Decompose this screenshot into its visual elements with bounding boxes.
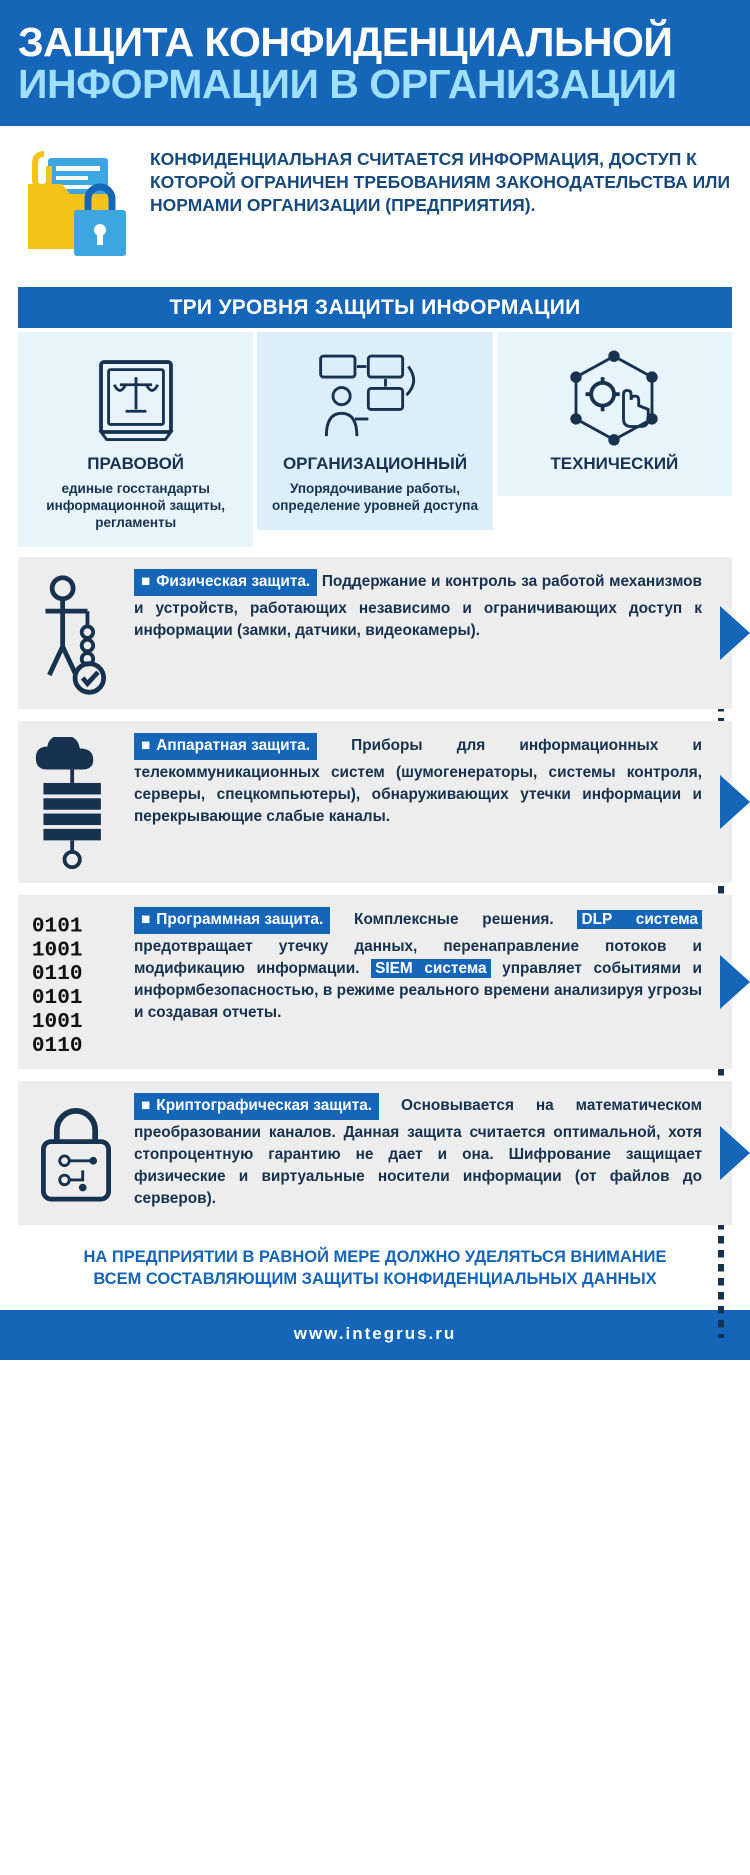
svg-text:1001: 1001: [31, 1010, 83, 1035]
measure-headline: ■ Аппаратная защита.: [134, 733, 317, 760]
measure-body: [134, 907, 702, 1023]
levels-row: [18, 332, 732, 548]
svg-text:0110: 0110: [31, 962, 83, 987]
arrow-marker: [720, 775, 750, 829]
levels-bar-title: ТРИ УРОВНЯ ЗАЩИТЫ ИНФОРМАЦИИ: [18, 287, 732, 328]
law-book-scales-icon: [26, 346, 245, 450]
svg-text:0101: 0101: [31, 986, 83, 1011]
server-cloud-icon: [28, 733, 124, 871]
arrow-marker: [720, 1126, 750, 1180]
measure-body: [134, 733, 702, 828]
padlock-circuit-icon: [28, 1093, 124, 1213]
network-gear-hand-icon: [505, 346, 724, 450]
level-card-legal[interactable]: [18, 332, 253, 548]
level-desc: Упорядочивание работы, определение уровней доступа: [272, 480, 478, 513]
measure-headline: ■ Криптографическая защита.: [134, 1093, 379, 1120]
measure-body: [134, 1093, 702, 1209]
closing-statement: [18, 1237, 732, 1304]
level-card-technical[interactable]: [497, 332, 732, 496]
header-banner: [0, 0, 750, 126]
measure-text: Поддержание и контроль за работой механизмов и устройств, работающих независимо и ограничивающих доступ к информации (замки, датчики, видеокамеры).: [134, 573, 702, 640]
level-title: ОРГАНИЗАЦИОННЫЙ: [282, 453, 468, 473]
level-desc: единые госстандарты информационной защиты, регламенты: [46, 480, 226, 531]
measures-list: [0, 547, 750, 1225]
measure-text: Приборы для информационных и телекоммуникационных систем (шумогенераторы, системы контроля, серверы, спецкомпьютеры), обнаруживающих утечки информации и перекрывающие слабые каналы.: [134, 737, 702, 826]
folder-lock-icon: [18, 144, 136, 269]
measure-block-physical[interactable]: [18, 557, 732, 709]
measure-body: [134, 569, 702, 642]
measure-block-software[interactable]: [18, 895, 732, 1069]
closing-line1: НА ПРЕДПРИЯТИИ В РАВНОЙ МЕРЕ ДОЛЖНО УДЕЛЯТЬСЯ ВНИМАНИЕ: [83, 1248, 667, 1267]
measure-headline: ■ Программная защита.: [134, 907, 330, 934]
measure-headline: ■ Физическая защита.: [134, 569, 317, 596]
measure-text: Основывается на математическом преобразовании каналов. Данная защита считается оптимальной, хотя стопроцентную гарантию не дает и она. Шифрование защищает физические и виртуальные носители информации (от файлов до серверов).: [134, 1097, 702, 1207]
footer-bar: [0, 1310, 750, 1360]
website-link[interactable]: www.integrus.ru: [293, 1324, 457, 1344]
page-title: [18, 19, 732, 107]
level-title: ПРАВОВОЙ: [87, 453, 185, 473]
measure-block-hardware[interactable]: [18, 721, 732, 883]
svg-text:0110: 0110: [31, 1034, 83, 1058]
definition-text: КОНФИДЕНЦИАЛЬНАЯ СЧИТАЕТСЯ ИНФОРМАЦИЯ, ДОСТУП К КОТОРОЙ ОГРАНИЧЕН ТРЕБОВАНИЯМ ЗАКОНОДАТЕЛЬСТВА ИЛИ НОРМАМИ ОРГАНИЗАЦИИ (ПРЕДПРИЯТИЯ).: [150, 148, 731, 216]
svg-text:1001: 1001: [31, 938, 83, 963]
definition-section: [0, 126, 750, 283]
level-title: ТЕХНИЧЕСКИЙ: [550, 453, 679, 473]
workflow-people-icon: [265, 346, 484, 450]
page-title-line2: ИНФОРМАЦИИ В ОРГАНИЗАЦИИ: [18, 60, 677, 107]
closing-line2: ВСЕМ СОСТАВЛЯЮЩИМ ЗАЩИТЫ КОНФИДЕНЦИАЛЬНЫХ ДАННЫХ: [93, 1269, 657, 1288]
arrow-marker: [720, 606, 750, 660]
measure-text-rich: Комплексные решения. DLP система предотвращает утечку данных, перенаправление потоков и модификацию информации. SIEM система управляет событиями и информбезопасностью, в режиме реального времени анализируя угрозы и создавая отчеты.: [134, 911, 702, 1021]
person-chain-check-icon: [28, 569, 124, 697]
page-title-line1: ЗАЩИТА КОНФИДЕНЦИАЛЬНОЙ: [18, 19, 673, 65]
arrow-marker: [720, 955, 750, 1009]
svg-text:0101: 0101: [31, 914, 83, 939]
measure-block-cryptographic[interactable]: [18, 1081, 732, 1225]
binary-code-icon: [28, 907, 124, 1057]
level-card-organizational[interactable]: [257, 332, 492, 531]
